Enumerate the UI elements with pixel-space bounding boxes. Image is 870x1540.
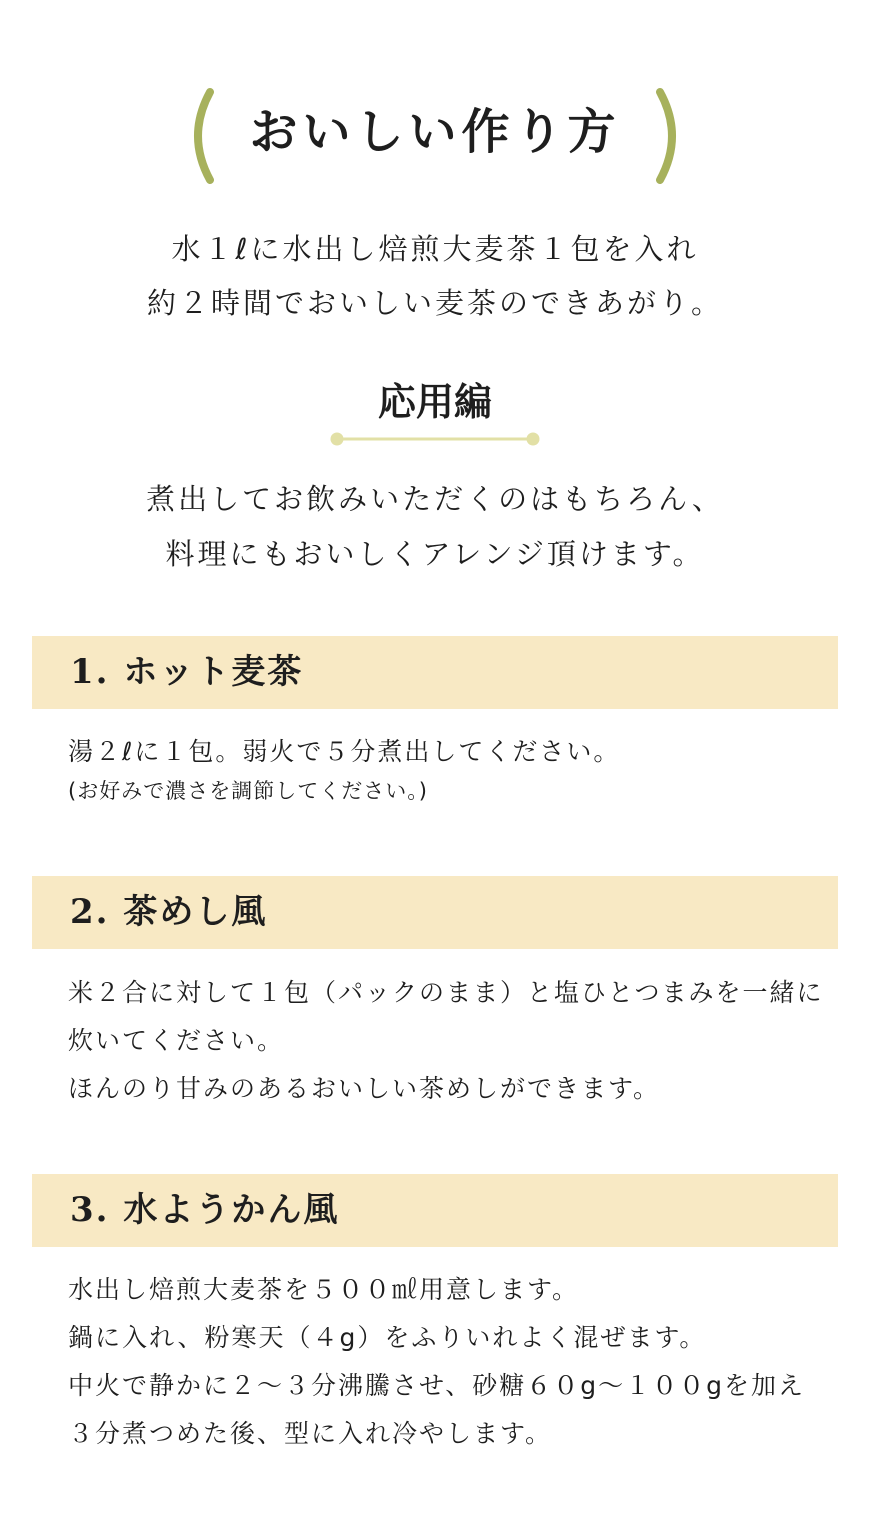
section-line: ３分煮つめた後、型に入れ冷やします。	[68, 1419, 553, 1448]
section-body-tea-rice	[68, 969, 838, 1113]
section-body-hot-tea	[68, 728, 838, 806]
intro-text	[0, 222, 870, 330]
applied-line: 料理にもおいしくアレンジ頂けます。	[165, 537, 705, 571]
section-header-mizuyokan	[32, 1174, 838, 1247]
section-line: 炊いてください。	[68, 1026, 285, 1055]
intro-line: 水１ℓに水出し焙煎大麦茶１包を入れ	[171, 232, 699, 266]
section-title: 3. 水ようかん風	[70, 1190, 340, 1230]
section-title: 2. 茶めし風	[70, 892, 268, 932]
section-header-hot-tea	[32, 636, 838, 709]
applied-line: 煮出してお飲みいただくのはもちろん、	[146, 482, 724, 516]
applied-description	[0, 472, 870, 582]
title-block	[0, 78, 870, 190]
section-line: 鍋に入れ、粉寒天（４g）をふりいれよく混ぜます。	[68, 1323, 707, 1352]
right-bracket-icon	[650, 86, 690, 186]
intro-line: 約２時間でおいしい麦茶のできあがり。	[146, 286, 723, 320]
section-line: 水出し焙煎大麦茶を５００㎖用意します。	[68, 1275, 580, 1304]
section-header-tea-rice	[32, 876, 838, 949]
section-line: ほんのり甘みのあるおいしい茶めしができます。	[68, 1074, 661, 1103]
page-title: おいしい作り方	[249, 104, 621, 160]
section-line: 湯２ℓに１包。弱火で５分煮出してください。	[68, 737, 621, 766]
heading-divider	[328, 430, 542, 448]
section-line: 中火で静かに２～３分沸騰させ、砂糖６０g～１００gを加え	[68, 1371, 805, 1400]
section-note: (お好みで濃さを調節してください。)	[68, 779, 428, 803]
applied-heading: 応用編	[377, 379, 492, 424]
section-line: 米２合に対して１包（パックのまま）と塩ひとつまみを一緒に	[68, 978, 824, 1007]
section-body-mizuyokan	[68, 1266, 838, 1458]
section-title: 1. ホット麦茶	[70, 652, 304, 692]
